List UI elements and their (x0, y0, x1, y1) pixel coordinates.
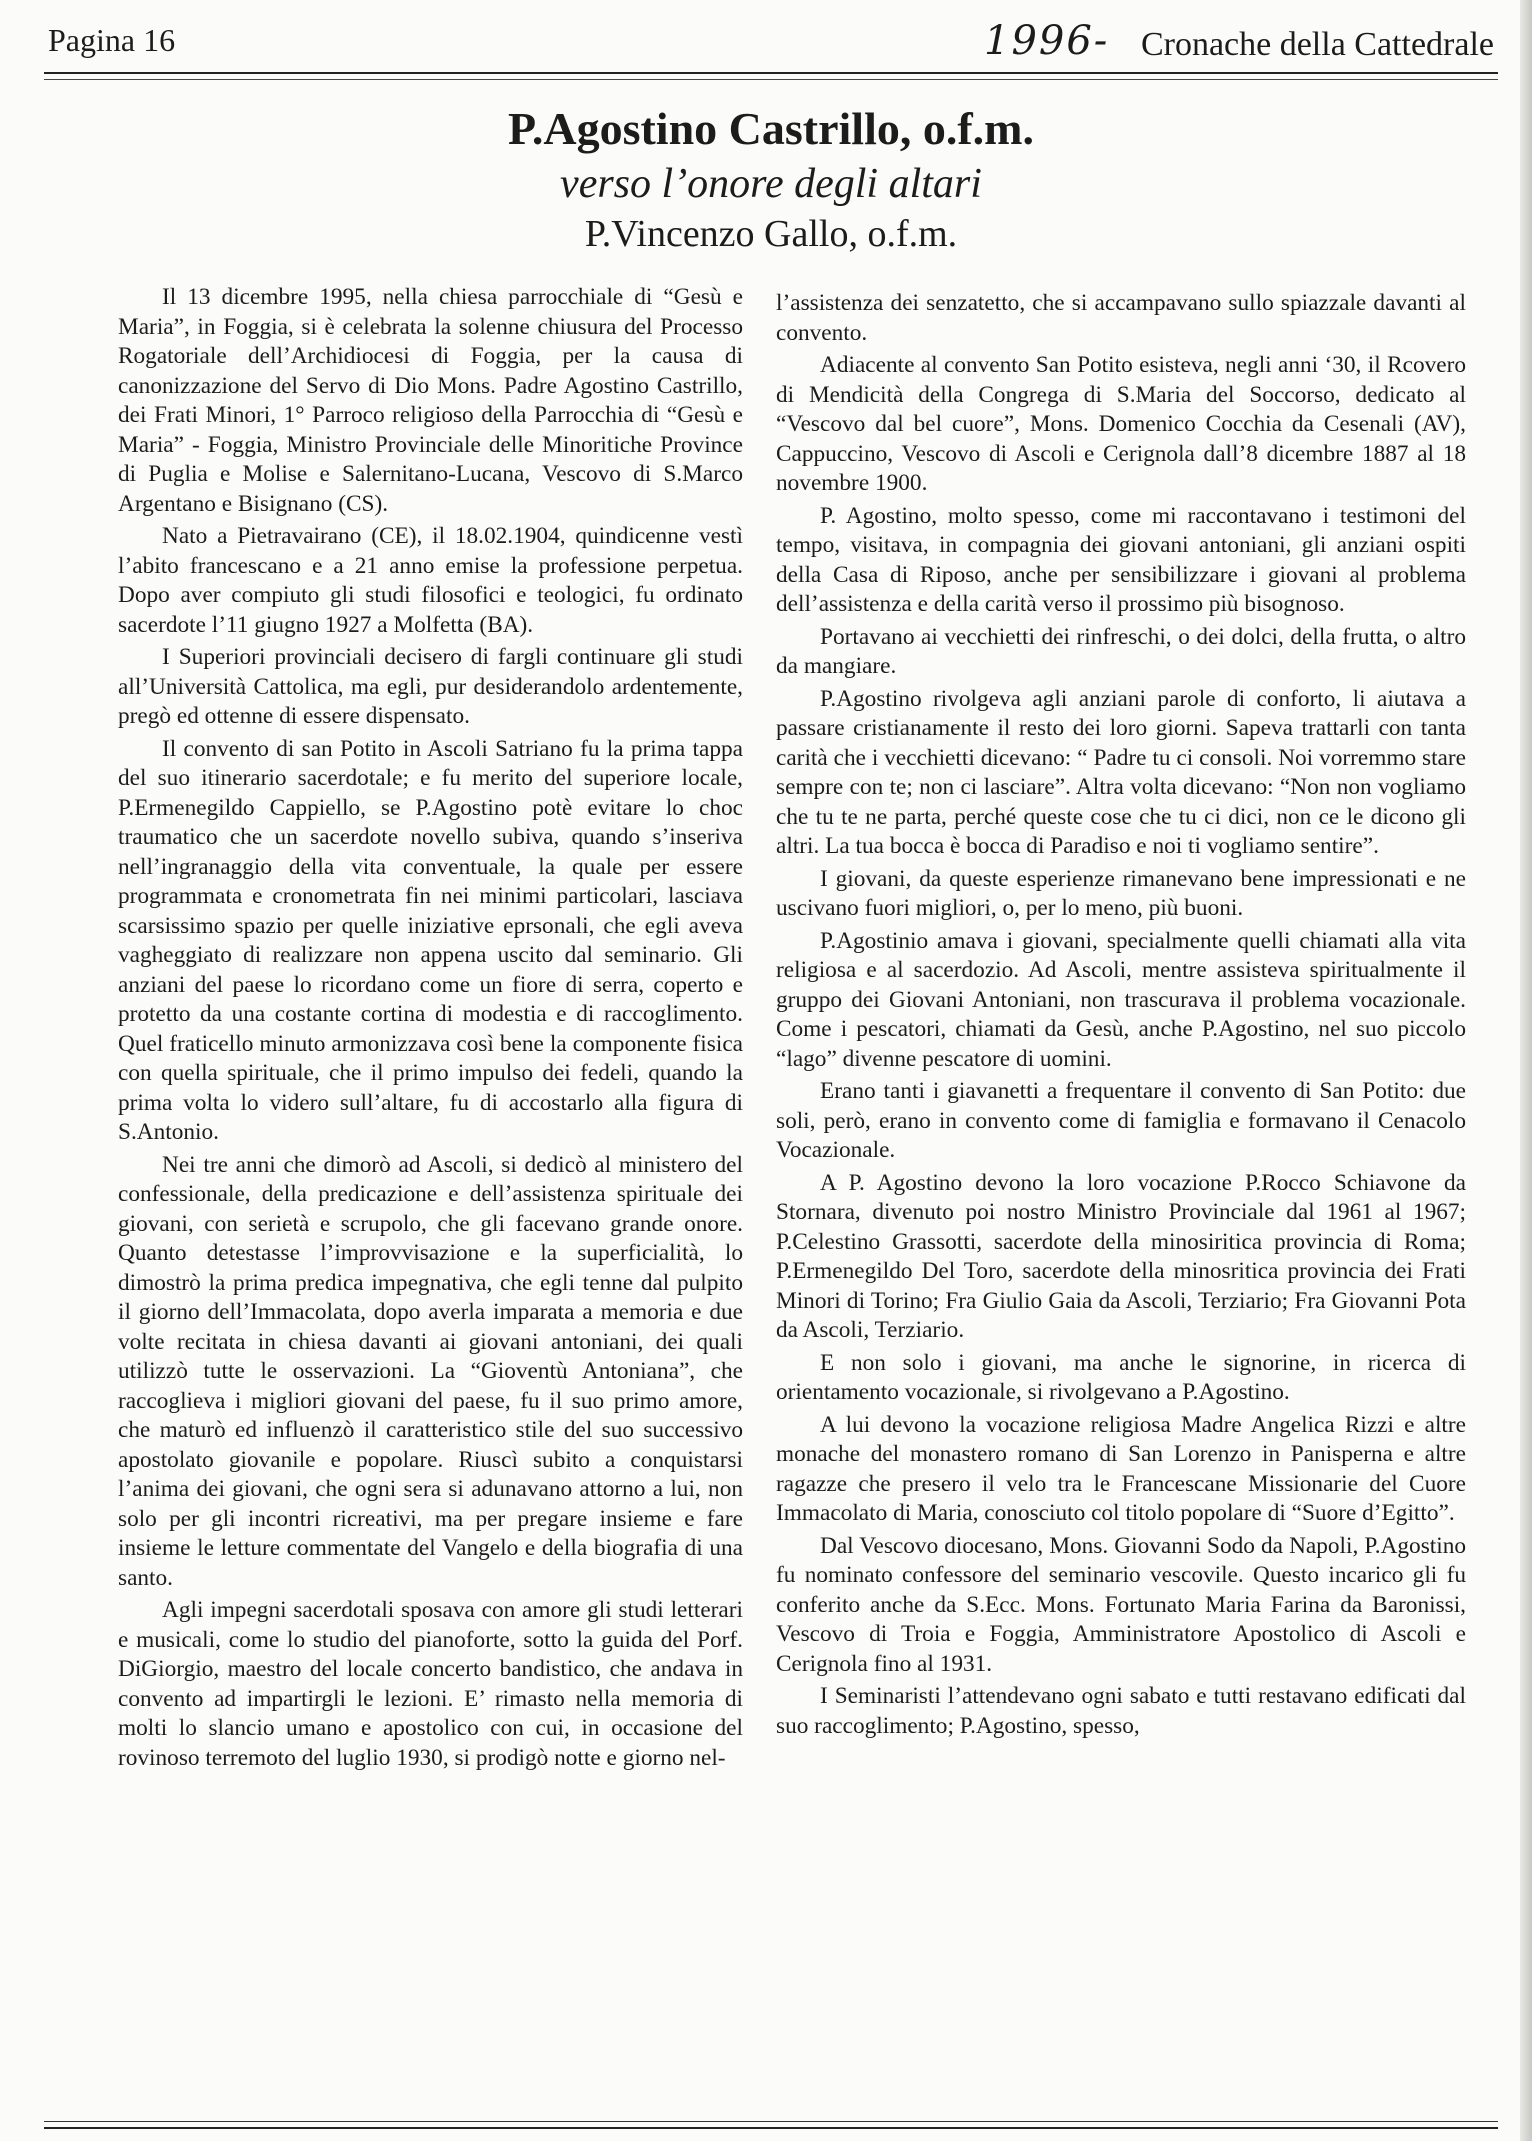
handwritten-year: 1996- (984, 18, 1110, 64)
paragraph: P. Agostino, molto spesso, come mi raccontavano i testimoni del tempo, visitava, in compagnia dei giovani antoniani, gli anziani ospiti della Casa di Riposo, anche per sensibilizzare i giovani al problema dell’assistenza e della carità verso il prossimo più bisognoso. (776, 502, 1466, 617)
paragraph: Dal Vescovo diocesano, Mons. Giovanni Sodo da Napoli, P.Agostino fu nominato confessore del seminario vescovile. Questo incarico gli fu conferito anche da S.Ecc. Mons. Fortunato Maria Farina da Baronissi, Vescovo di Troia e Foggia, Amministratore Apostolico di Ascoli e Cerignola fino al 1931. (776, 1532, 1466, 1677)
footer-rule (44, 2121, 1498, 2122)
journal-title: Cronache della Cattedrale (1140, 26, 1494, 63)
paragraph: I giovani, da queste esperienze rimanevano bene impressionati e ne uscivano fuori migliori, o, per lo meno, più buoni. (776, 865, 1466, 921)
paragraph: Portavano ai vecchietti dei rinfreschi, o dei dolci, della frutta, o altro da mangiare. (776, 623, 1466, 679)
header-rule (44, 72, 1498, 74)
article-title-block (44, 100, 1498, 258)
paragraph: Agli impegni sacerdotali sposava con amore gli studi letterari e musicali, come lo studio del pianoforte, sotto la guida del Porf. DiGiorgio, maestro del locale concerto bandistico, che andava in convento ad impartirgli le lezioni. E’ rimasto nella memoria di molti lo slancio umano e apostolico con cui, in occasione del rovinoso terremoto del luglio 1930, si prodigò notte e giorno nel- (118, 1597, 743, 1771)
paragraph: A P. Agostino devono la loro vocazione P.Rocco Schiavone da Stornara, divenuto poi nostro Ministro Provinciale dal 1961 al 1967; P.Celestino Grassotti, sacerdote della minosiritica provincia di Roma; P.Ermenegildo Del Toro, sacerdote della minosritica provincia dei Frati Minori di Torino; Fra Giulio Gaia da Ascoli, Terziario; Fra Giovanni Pota da Ascoli, Terziario. (776, 1169, 1466, 1343)
article-title: P.Agostino Castrillo, o.f.m. (507, 103, 1034, 154)
paragraph: Nato a Pietravairano (CE), il 18.02.1904, quindicenne vestì l’abito francescano e a 21 anno emise la professione perpetua. Dopo aver compiuto gli studi filosofici e teologici, fu ordinato sacerdote l’11 giugno 1927 a Molfetta (BA). (118, 523, 743, 638)
paragraph: I Seminaristi l’attendevano ogni sabato e tutti restavano edificati dal suo raccoglimento; P.Agostino, spesso, (776, 1683, 1466, 1739)
paragraph: l’assistenza dei senzatetto, che si accampavano sullo spiazzale davanti al convento. (776, 290, 1466, 346)
footer-rule-thick (44, 2127, 1498, 2129)
page-number: Pagina 16 (48, 22, 176, 58)
paragraph: Erano tanti i giavanetti a frequentare il convento di San Potito: due soli, però, erano in convento come di famiglia e formavano il Cenacolo Vocazionale. (776, 1078, 1466, 1163)
paragraph: P.Agostinio amava i giovani, specialmente quelli chiamati alla vita religiosa e al sacerdozio. Ad Ascoli, mentre assisteva spiritualmente il gruppo dei Giovani Antoniani, non trascurava il problema vocazionale. Come i pescatori, chiamati da Gesù, anche P.Agostino, nel suo piccolo “lago” divenne pescatore di uomini. (776, 927, 1466, 1072)
left-column (118, 283, 743, 1776)
paragraph: E non solo i giovani, ma anche le signorine, in ricerca di orientamento vocazionale, si rivolgevano a P.Agostino. (776, 1349, 1466, 1405)
paragraph: Adiacente al convento San Potito esisteva, negli anni ‘30, il Rcovero di Mendicità della Congrega di S.Maria del Soccorso, dedicato al “Vescovo dal bel cuore”, Mons. Domenico Cocchia da Cesenali (AV), Cappuccino, Vescovo di Ascoli e Cerignola dall’8 dicembre 1887 al 18 novembre 1900. (776, 352, 1466, 496)
page-header (44, 18, 1498, 70)
paragraph: Il convento di san Potito in Ascoli Satriano fu la prima tappa del suo itinerario sacerdotale; e fu merito del superiore locale, P.Ermenegildo Cappiello, se P.Agostino potè evitare lo choc traumatico che un sacerdote novello subiva, quando s’inseriva nell’ingranaggio della vita conventuale, la quale per essere programmata e cronometrata fin nei minimi particolari, lasciava scarsissimo spazio per quelle iniziative eprsonali, che egli aveva vagheggiato di realizzare non appena uscito dal seminario. Gli anziani del paese lo ricordano come un fiore di serra, coperto e protetto da una costante cortina di modestia e di raccoglimento. Quel fraticello minuto armonizzava così bene la componente fisica con quella spirituale, che il primo impulso dei fedeli, quando la prima volta lo videro sull’altare, fu di accostarlo alla figura di S.Antonio. (118, 735, 743, 1145)
right-column (776, 289, 1466, 1744)
paragraph: I Superiori provinciali decisero di fargli continuare gli studi all’Università Cattolica, ma egli, pur desiderandolo ardentemente, pregò ed ottenne di essere dispensato. (118, 644, 743, 729)
header-rule-thin (44, 79, 1498, 80)
binding-edge (1520, 0, 1532, 2141)
paragraph: Nei tre anni che dimorò ad Ascoli, si dedicò al ministero del confessionale, della predicazione e dell’assistenza spirituale dei giovani, con serietà e scrupolo, che gli facevano grande onore. Quanto detestasse l’improvvisazione e la superficialità, lo dimostrò la prima predica impegnativa, che egli tenne dal pulpito il giorno dell’Immacolata, dopo averla imparata a memoria e due volte recitata in chiesa davanti ai giovani antoniani, dei quali utilizzò tutte le osservazioni. La “Gioventù Antoniana”, che raccoglieva i migliori giovani del paese, fu il suo primo amore, che maturò ed influenzò il caratteristico stile del suo successivo apostolato giovanile e popolare. Riuscì subito a conquistarsi l’anima dei giovani, che ogni sera si adunavano attorno a lui, non solo per gli incontri ricreativi, ma per pregare insieme e fare insieme le letture commentate del Vangelo e della biografia di una santo. (118, 1151, 743, 1591)
article-subtitle: verso l’onore degli altari (560, 161, 982, 207)
paragraph: Il 13 dicembre 1995, nella chiesa parrocchiale di “Gesù e Maria”, in Foggia, si è celebrata la solenne chiusura del Processo Rogatoriale dell’Archidiocesi di Foggia, per la causa di canonizzazione del Servo di Dio Mons. Padre Agostino Castrillo, dei Frati Minori, 1° Parroco religioso della Parrocchia di “Gesù e Maria” - Foggia, Ministro Provinciale delle Minoritiche Province di Puglia e Molise e Salernitano-Lucana, Vescovo di S.Marco Argentano e Bisignano (CS). (118, 284, 743, 517)
paragraph: P.Agostino rivolgeva agli anziani parole di conforto, li aiutava a passare cristianamente il resto dei loro giorni. Sapeva trattarli con tanta carità che i vecchietti dicevano: “ Padre tu ci consoli. Noi vorremmo stare sempre con te; non ci lasciare”. Altra volta dicevano: “Non non vogliamo che tu te ne parta, perché queste cose che tu ci dici, non ce le dicono gli altri. La tua bocca è bocca di Paradiso e noi ti vogliamo sentire”. (776, 685, 1466, 859)
paragraph: A lui devono la vocazione religiosa Madre Angelica Rizzi e altre monache del monastero romano di San Lorenzo in Panisperna e altre ragazze che presero il velo tra le Francescane Missionarie del Cuore Immacolato di Maria, conosciuto col titolo popolare di “Suore d’Egitto”. (776, 1411, 1466, 1526)
article-author: P.Vincenzo Gallo, o.f.m. (584, 213, 958, 255)
